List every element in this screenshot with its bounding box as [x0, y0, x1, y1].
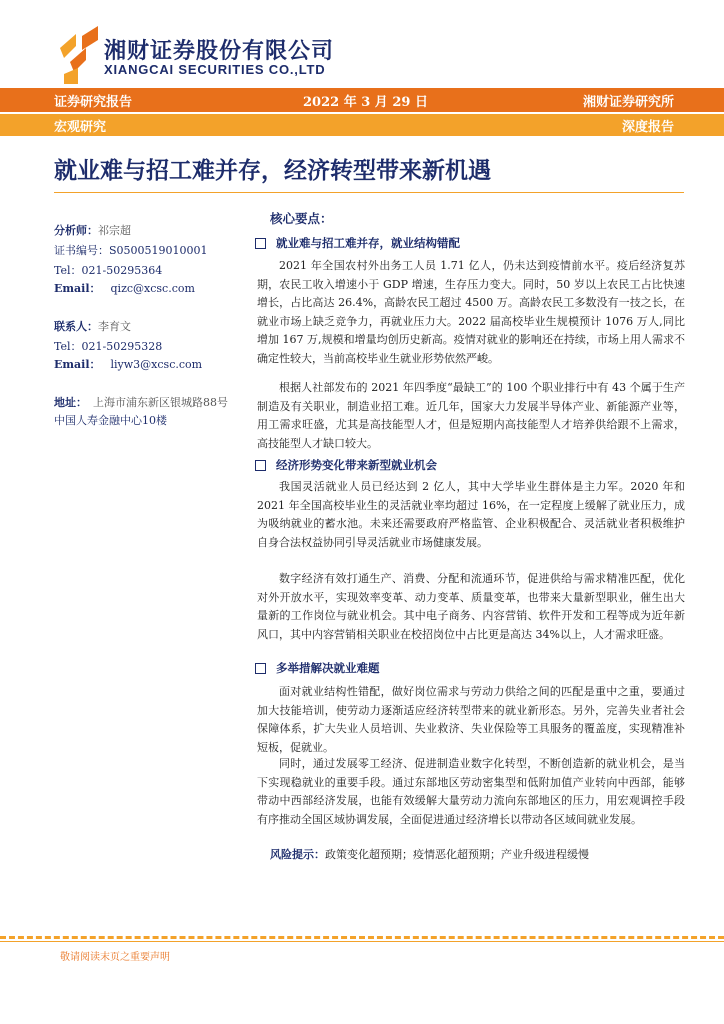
- analyst-email[interactable]: qizc@xcsc.com: [110, 282, 195, 295]
- contact-line: 联系人：李育文: [54, 320, 131, 333]
- paragraph: 2021 年全国农村外出务工人员 1.71 亿人，仍未达到疫情前水平。疫后经济复苏期，农民工收入增速小于 GDP 增速，生存压力变大。同时，50 岁以上农民工占比快速增长，占比高达 26.4%，高龄农民工超过 4500 万。高龄农民工多数没有一技之长，在就业市场上缺乏竞争力，再就业压力大。2022 届高校毕业生规模预计 1076 万人,同比增加 167 万,规模和增量均创历史新高。疫情对就业的影响还在持续，市场上用人需求不确定性较大，当前高校毕业生就业形势依然严峻。: [257, 259, 685, 365]
- analyst-line: 分析师：祁宗超: [54, 224, 131, 237]
- address-line-1: 地址： 上海市浦东新区银城路88号: [54, 396, 228, 409]
- contact-tel: 021-50295328: [81, 340, 163, 353]
- paragraph: 我国灵活就业人员已经达到 2 亿人，其中大学毕业生群体是主力军。2020 年和 2021 年全国高校毕业生的灵活就业率均超过 16%，在一定程度上缓解了就业压力，成为吸纳就业的蓄水池。未来还需要政府严格监管、企业积极配合、灵活就业者积极维护自身合法权益协同引导灵活就业市场健康发展。: [257, 480, 685, 549]
- report-type: 证券研究报告: [54, 94, 133, 110]
- analyst-tel-line: Tel：021-50295364: [54, 264, 163, 277]
- page-title: 就业难与招工难并存，经济转型带来新机遇: [54, 158, 491, 184]
- research-category: 宏观研究: [54, 119, 107, 135]
- contact-tel-line: Tel：021-50295328: [54, 340, 163, 353]
- footer-divider-line: [0, 941, 724, 942]
- analyst-cert-line: 证书编号：S0500519010001: [54, 244, 208, 257]
- contact-email-line: Email： liyw3@xcsc.com: [54, 358, 203, 371]
- xiangcai-logo-icon: [60, 26, 100, 84]
- title-divider: [54, 192, 684, 193]
- address-line-2: 中国人寿金融中心10楼: [54, 414, 167, 427]
- key-points-title: 核心要点：: [270, 211, 333, 226]
- subheader-band: [0, 114, 724, 136]
- analyst-cert: S0500519010001: [109, 244, 208, 257]
- report-date: 2022 年 3 月 29 日: [303, 94, 428, 110]
- footer-disclaimer[interactable]: 敬请阅读末页之重要声明: [60, 952, 170, 963]
- checkbox-bullet-icon: [255, 663, 266, 674]
- risk-text: 政策变化超预期；疫情恶化超预期；产业升级进程缓慢: [325, 848, 589, 861]
- checkbox-bullet-icon: [255, 460, 266, 471]
- analyst-name: 祁宗超: [98, 224, 131, 237]
- risk-warning: 风险提示：政策变化超预期；疫情恶化超预期；产业升级进程缓慢: [270, 848, 589, 861]
- report-kind: 深度报告: [621, 119, 674, 135]
- section-heading-2: 经济形势变化带来新型就业机会: [255, 457, 437, 473]
- paragraph: 根据人社部发布的 2021 年四季度“最缺工”的 100 个职业排行中有 43 个属于生产制造及有关职业，制造业招工难。近几年，国家大力发展半导体产业、新能源产业等，用工需求旺盛，尤其是高技能型人才，但是短期内高技能型人才培养供给跟不上需求，高技能型人才缺口较大。: [257, 381, 685, 450]
- paragraph: 面对就业结构性错配，做好岗位需求与劳动力供给之间的匹配是重中之重，要通过加大技能培训，使劳动力逐渐适应经济转型带来的就业新形态。另外，完善失业者社会保障体系，扩大失业人员培训、失业救济、失业保险等工具服务的覆盖度，实现精准补短板，促就业。: [257, 685, 685, 754]
- analyst-tel: 021-50295364: [81, 264, 163, 277]
- contact-name: 李育文: [98, 320, 131, 333]
- analyst-email-line: Email： qizc@xcsc.com: [54, 282, 195, 295]
- brand-name-en: XIANGCAI SECURITIES CO.,LTD: [104, 62, 326, 77]
- institute-name: 湘财证券研究所: [582, 94, 674, 110]
- contact-email[interactable]: liyw3@xcsc.com: [110, 358, 203, 371]
- checkbox-bullet-icon: [255, 238, 266, 249]
- paragraph: 同时，通过发展零工经济、促进制造业数字化转型，不断创造新的就业机会，是当下实现稳就业的重要手段。通过东部地区劳动密集型和低附加值产业转向中西部，能够带动中西部经济发展，也能有效缓解大量劳动力流向东部地区的压力，用宏观调控手段有序推动全国区域协调发展，全面促进通过经济增长以带动各区域间就业发展。: [257, 757, 685, 826]
- section-heading-3: 多举措解决就业难题: [255, 660, 380, 676]
- paragraph: 数字经济有效打通生产、消费、分配和流通环节，促进供给与需求精准匹配，优化对外开放水平，实现效率变革、动力变革、质量变革，也带来大量新型职业，催生出大量新的工作岗位与就业机会。其中电子商务、内容营销、软件开发和工程等成为近年新风口，其中内容营销相关职业在校招岗位中占比更是高达 34%以上，人才需求旺盛。: [257, 572, 685, 641]
- header-band: [0, 88, 724, 112]
- footer-divider: [0, 936, 724, 939]
- section-heading-1: 就业难与招工难并存，就业结构错配: [255, 235, 460, 251]
- brand-name-cn: 湘财证券股份有限公司: [104, 39, 335, 64]
